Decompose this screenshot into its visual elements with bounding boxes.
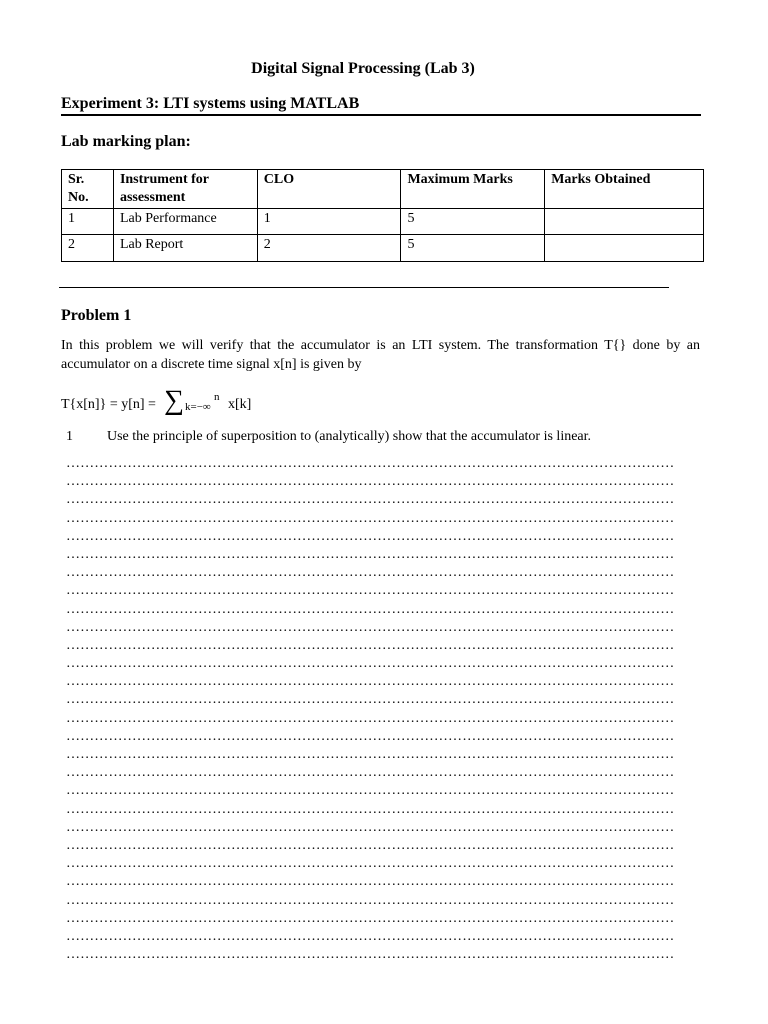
formula-lhs: T{x[n]} = y[n] = [61,397,156,412]
answer-line[interactable]: ………………………………………………………………………………………………………………… [66,728,675,744]
answer-line[interactable]: ………………………………………………………………………………………………………………… [66,765,675,781]
cell-clo: 2 [257,235,401,262]
table-row [62,209,704,235]
summation-symbol: ∑ [164,385,184,416]
table-row [62,235,704,262]
answer-line[interactable]: ………………………………………………………………………………………………………………… [66,947,675,963]
cell-marks-obtained[interactable] [545,209,704,235]
answer-line[interactable]: ………………………………………………………………………………………………………………… [66,583,675,599]
cell-instrument: Lab Performance [113,209,257,235]
cell-max-marks: 5 [401,235,545,262]
question-text: Use the principle of superposition to (analytically) show that the accumulator is linear. [107,429,592,444]
answer-line[interactable]: ………………………………………………………………………………………………………………… [66,601,675,617]
formula-rhs: x[k] [228,397,252,412]
header-marks-obtained: Marks Obtained [545,170,704,209]
answer-line[interactable]: ………………………………………………………………………………………………………………… [66,692,675,708]
answer-line[interactable]: ………………………………………………………………………………………………………………… [66,510,675,526]
answer-line[interactable]: ………………………………………………………………………………………………………………… [66,492,675,508]
marking-table [61,169,704,262]
answer-line[interactable]: ………………………………………………………………………………………………………………… [66,674,675,690]
answer-line[interactable]: ………………………………………………………………………………………………………………… [66,837,675,853]
cell-sr: 2 [62,235,114,262]
answer-line[interactable]: ………………………………………………………………………………………………………………… [66,910,675,926]
question-number: 1 [66,429,73,444]
answer-line[interactable]: ………………………………………………………………………………………………………………… [66,783,675,799]
answer-line[interactable]: ………………………………………………………………………………………………………………… [66,819,675,835]
section-divider [59,287,669,288]
answer-line[interactable]: ………………………………………………………………………………………………………………… [66,928,675,944]
experiment-heading: Experiment 3: LTI systems using MATLAB [61,95,701,116]
document-title: Digital Signal Processing (Lab 3) [251,60,475,77]
header-max-marks: Maximum Marks [401,170,545,209]
answer-line[interactable]: ………………………………………………………………………………………………………………… [66,528,675,544]
answer-line[interactable]: ………………………………………………………………………………………………………………… [66,856,675,872]
answer-area[interactable] [66,455,701,964]
answer-line[interactable]: ………………………………………………………………………………………………………………… [66,619,675,635]
header-clo: CLO [257,170,401,209]
answer-line[interactable]: ………………………………………………………………………………………………………………… [66,474,675,490]
answer-line[interactable]: ………………………………………………………………………………………………………………… [66,656,675,672]
problem-heading: Problem 1 [61,307,132,324]
answer-line[interactable]: ………………………………………………………………………………………………………………… [66,874,675,890]
answer-line[interactable]: ………………………………………………………………………………………………………………… [66,710,675,726]
answer-line[interactable]: ………………………………………………………………………………………………………………… [66,565,675,581]
table-header-row [62,170,704,209]
cell-sr: 1 [62,209,114,235]
header-instrument: Instrument for assessment [113,170,257,209]
cell-instrument: Lab Report [113,235,257,262]
summation-lower-limit: k=−∞ [185,401,211,413]
answer-line[interactable]: ………………………………………………………………………………………………………………… [66,456,675,471]
answer-line[interactable]: ………………………………………………………………………………………………………………… [66,637,675,653]
answer-line[interactable]: ………………………………………………………………………………………………………………… [66,747,675,762]
intro-line-1: In this problem we will verify that the accumulator is an LTI system. The transformation T{} done [61,338,660,353]
cell-marks-obtained[interactable] [545,235,704,262]
marking-plan-heading: Lab marking plan: [61,133,191,150]
problem-intro [61,336,700,374]
summation-upper-limit: n [214,391,220,403]
cell-clo: 1 [257,209,401,235]
answer-line[interactable]: ………………………………………………………………………………………………………………… [66,801,675,817]
question-1 [66,429,591,445]
cell-max-marks: 5 [401,209,545,235]
intro-line-2: by an accumulator on a discrete time signal x[n] is given by [61,338,701,372]
answer-line[interactable]: ………………………………………………………………………………………………………………… [66,546,675,562]
header-sr-no: Sr. No. [62,170,114,209]
answer-line[interactable]: ………………………………………………………………………………………………………………… [66,892,675,908]
